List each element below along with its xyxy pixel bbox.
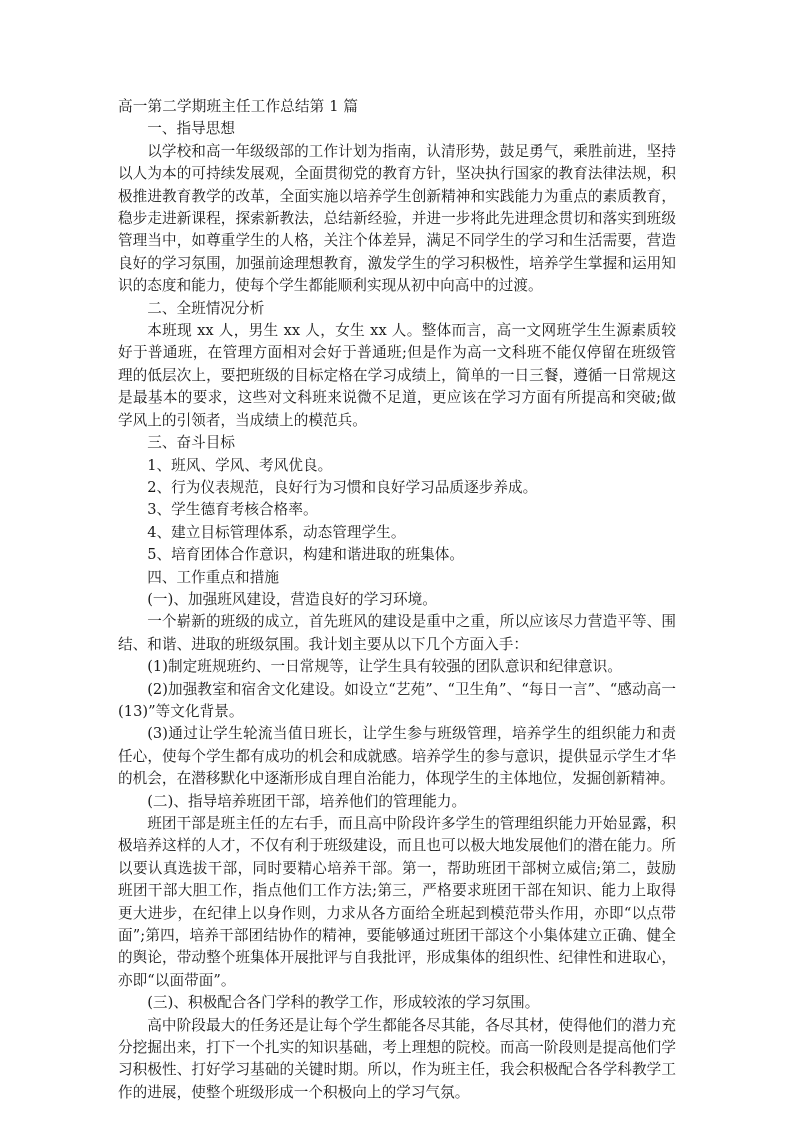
- paragraph-class-analysis: 本班现 xx 人，男生 xx 人，女生 xx 人。整体而言，高一文网班学生生源素质较好于普通班，在管理方面相对会好于普通班;但是作为高一文科班不能仅停留在班级管理的低层次上，要把班级的目标定格在学习成绩上，简单的一日三餐，遵循一日常规这是最基本的要求，这些对文科班来说微不足道，更应该在学习方面有所提高和突破;做学风上的引领者，当成绩上的模范兵。: [118, 322, 676, 429]
- section-heading-3: 三、奋斗目标: [147, 434, 236, 452]
- subsection-heading-4-3: (三)、积极配合各门学科的教学工作，形成较浓的学习氛围。: [147, 994, 540, 1012]
- goal-item-3: 3、学生德育考核合格率。: [147, 501, 318, 519]
- section-heading-2: 二、全班情况分析: [147, 299, 265, 317]
- goal-item-5: 5、培育团体合作意识，构建和谐进取的班集体。: [147, 546, 465, 564]
- document-title: 高一第二学期班主任工作总结第 1 篇: [118, 98, 359, 115]
- paragraph-class-cadres: 班团干部是班主任的左右手，而且高中阶段许多学生的管理组织能力开始显露，积极培养这样的人才，不仅有利于班级建设，而且也可以极大地发展他们的潜在能力。所以要认真选拔干部，同时要精心培养干部。第一，帮助班团干部树立威信;第二，鼓励班团干部大胆工作，指点他们工作方法;第三，严格要求班团干部在知识、能力上取得更大进步，在纪律上以身作则，力求从各方面给全班起到模范带头作用，亦即“以点带面”;第四，培养干部团结协作的精神，要能够通过班团干部这个小集体建立正确、健全的舆论，带动整个班集体开展批评与自我批评，形成集体的组织性、纪律性和进取心，亦即“以面带面”。: [118, 815, 676, 989]
- paragraph-teaching-cooperation: 高中阶段最大的任务还是让每个学生都能各尽其能，各尽其材，使得他们的潜力充分挖掘出来，打下一个扎实的知识基础，考上理想的院校。而高一阶段则是提高他们学习积极性、打好学习基础的关键时期。所以，作为班主任，我会积极配合各学科教学工作的进展，使整个班级形成一个积极向上的学习气氛。: [118, 1016, 676, 1101]
- measure-item-1: (1)制定班规班约、一日常规等，让学生具有较强的团队意识和纪律意识。: [147, 658, 622, 676]
- measure-item-2: (2)加强教室和宿舍文化建设。如设立“艺苑”、“卫生角”、“每日一言”、“感动高一(13)”等文化背景。: [118, 680, 676, 720]
- subsection-heading-4-2: (二)、指导培养班团干部，培养他们的管理能力。: [147, 792, 467, 810]
- paragraph-guiding-ideology: 以学校和高一年级级部的工作计划为指南，认清形势，鼓足勇气，乘胜前进，坚持以人为本的可持续发展观，全面贯彻党的教育方针，坚决执行国家的教育法律法规，积极推进教育教学的改革，全面实施以培养学生创新精神和实践能力为重点的素质教育，稳步走进新课程，探索新教法，总结新经验，并进一步将此先进理念贯切和落实到班级管理当中，如尊重学生的人格，关注个体差异，满足不同学生的学习和生活需要，营造良好的学习氛围，加强前途理想教育，激发学生的学习积极性，培养学生掌握和运用知识的态度和能力，使每个学生都能顺利实现从初中向高中的过渡。: [118, 142, 676, 295]
- measure-item-3: (3)通过让学生轮流当值日班长，让学生参与班级管理，培养学生的组织能力和责任心，使每个学生都有成功的机会和成就感。培养学生的参与意识，提供显示学生才华的机会，在潜移默化中逐渐形成自理自治能力，体现学生的主体地位，发掘创新精神。: [118, 725, 676, 788]
- section-heading-1: 一、指导思想: [147, 120, 236, 138]
- section-heading-4: 四、工作重点和措施: [147, 568, 279, 586]
- document-body: [118, 96, 676, 1104]
- goal-item-2: 2、行为仪表规范，良好行为习惯和良好学习品质逐步养成。: [147, 478, 538, 496]
- goal-item-1: 1、班风、学风、考风优良。: [147, 456, 333, 474]
- goal-item-4: 4、建立目标管理体系，动态管理学生。: [147, 523, 406, 541]
- subsection-heading-4-1: (一)、加强班风建设，营造良好的学习环境。: [147, 590, 437, 608]
- paragraph-class-spirit: 一个崭新的班级的成立，首先班风的建设是重中之重，所以应该尽力营造平等、围结、和谐、进取的班级氛围。我计划主要从以下几个方面入手：: [118, 613, 676, 653]
